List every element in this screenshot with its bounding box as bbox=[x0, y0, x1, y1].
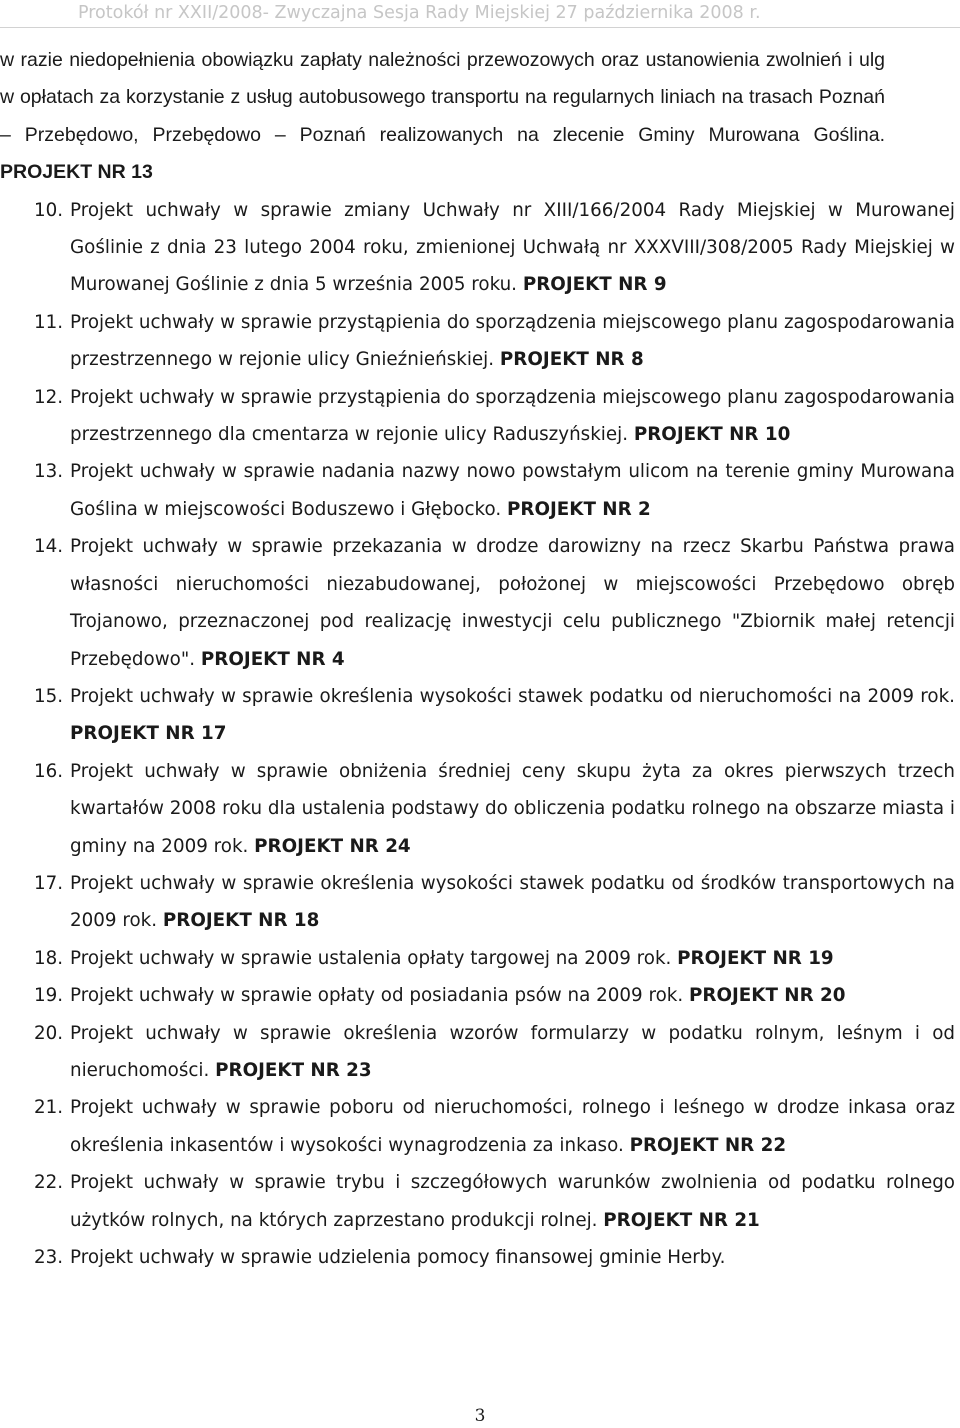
agenda-item bbox=[34, 1015, 955, 1090]
agenda-item bbox=[34, 865, 955, 940]
agenda-item bbox=[34, 192, 955, 304]
item-project-label: PROJEKT NR 24 bbox=[254, 835, 411, 857]
item-project-label: PROJEKT NR 17 bbox=[70, 723, 227, 745]
header-title: Protokół nr XXII/2008- Zwyczajna Sesja Rady Miejskiej 27 października 2008 r. bbox=[78, 3, 761, 23]
item-number: 10. bbox=[34, 199, 64, 221]
agenda-item bbox=[34, 977, 955, 1014]
item-number: 11. bbox=[34, 311, 64, 333]
item-number: 12. bbox=[34, 386, 64, 408]
item-project-label: PROJEKT NR 21 bbox=[603, 1209, 760, 1231]
agenda-item bbox=[34, 1089, 955, 1164]
item-number: 13. bbox=[34, 461, 64, 483]
item-number: 19. bbox=[34, 985, 64, 1007]
item-text: Projekt uchwały w sprawie trybu i szczegółowych warunków zwolnienia od podatku rolnego użytków rolnych, na których zaprzestano produkcji rolnej. bbox=[70, 1172, 955, 1231]
item-text: Projekt uchwały w sprawie opłaty od posiadania psów na 2009 rok. bbox=[70, 985, 684, 1007]
item-text: Projekt uchwały w sprawie przystąpienia do sporządzenia miejscowego planu zagospodarowania przestrzennego dla cmentarza w rejonie ulicy Raduszyńskiej. bbox=[70, 386, 955, 446]
agenda-item bbox=[34, 678, 955, 753]
agenda-item bbox=[34, 304, 955, 379]
item-project-label: PROJEKT NR 23 bbox=[215, 1059, 372, 1081]
item-text: Projekt uchwały w sprawie udzielenia pomocy finansowej gminie Herby. bbox=[70, 1247, 726, 1268]
item-project-label: PROJEKT NR 8 bbox=[499, 349, 644, 371]
intro-text: w razie niedopełnienia obowiązku zapłaty należności przewozowych oraz ustanowienia zwolnień i ulg w opłatach za korzystanie z usług autobusowego transportu na regularnych liniach na trasach Poznań – Przebędowo, Przebędowo – Poznań realizowanych na zlecenie Gminy Murowana Goślina. bbox=[0, 49, 885, 146]
item-text: Projekt uchwały w sprawie przystąpienia do sporządzenia miejscowego planu zagospodarowania przestrzennego w rejonie ulicy Gnieźnieńskiej. bbox=[70, 311, 955, 371]
item-project-label: PROJEKT NR 2 bbox=[506, 498, 651, 520]
item-text: Projekt uchwały w sprawie zmiany Uchwały nr XIII/166/2004 Rady Miejskiej w Murowanej Goślinie z dnia 23 lutego 2004 roku, zmienionej Uchwałą nr XXXVIII/308/2005 Rady Miejskiej w Murowanej Goślinie z dnia 5 września 2005 roku. bbox=[70, 199, 955, 296]
agenda-item bbox=[34, 753, 955, 865]
item-text: Projekt uchwały w sprawie ustalenia opłaty targowej na 2009 rok. bbox=[70, 947, 672, 969]
item-project-label: PROJEKT NR 9 bbox=[522, 274, 667, 296]
running-header bbox=[0, 0, 960, 28]
item-number: 16. bbox=[34, 760, 64, 782]
agenda-item bbox=[34, 379, 955, 454]
agenda-list bbox=[0, 192, 960, 1277]
item-text: Projekt uchwały w sprawie przekazania w drodze darowizny na rzecz Skarbu Państwa prawa własności nieruchomości niezabudowanej, położonej w miejscowości Przebędowo obręb Trojanowo, przeznaczonej pod realizację inwestycji celu publicznego "Zbiornik małej retencji Przebędowo". bbox=[70, 536, 955, 670]
item-text: Projekt uchwały w sprawie obniżenia średniej ceny skupu żyta za okres pierwszych trzech kwartałów 2008 roku dla ustalenia podstawy do obliczenia podatku rolnego na obszarze miasta i gminy na 2009 rok. bbox=[70, 760, 955, 857]
header-divider bbox=[0, 27, 960, 28]
agenda-item bbox=[34, 1239, 955, 1276]
item-number: 23. bbox=[34, 1247, 64, 1268]
item-text: Projekt uchwały w sprawie nadania nazwy nowo powstałym ulicom na terenie gminy Murowana Goślina w miejscowości Boduszewo i Głębocko. bbox=[70, 461, 955, 520]
agenda-item bbox=[34, 453, 955, 528]
item-number: 15. bbox=[34, 685, 64, 707]
item-number: 14. bbox=[34, 536, 64, 558]
item-number: 22. bbox=[34, 1172, 64, 1194]
item-number: 20. bbox=[34, 1022, 64, 1044]
item-text: Projekt uchwały w sprawie określenia wysokości stawek podatku od nieruchomości na 2009 rok. bbox=[70, 685, 955, 707]
agenda-item bbox=[34, 528, 955, 678]
item-project-label: PROJEKT NR 22 bbox=[629, 1134, 787, 1156]
item-text: Projekt uchwały w sprawie określenia wysokości stawek podatku od środków transportowych na 2009 rok. bbox=[70, 872, 955, 932]
page-number: 3 bbox=[474, 1406, 486, 1426]
intro-paragraph bbox=[0, 42, 885, 192]
agenda-item bbox=[34, 940, 955, 977]
item-project-label: PROJEKT NR 4 bbox=[200, 648, 345, 670]
item-number: 21. bbox=[34, 1097, 64, 1119]
document-body bbox=[0, 42, 960, 1276]
item-number: 18. bbox=[34, 947, 64, 969]
item-text: Projekt uchwały w sprawie poboru od nieruchomości, rolnego i leśnego w drodze inkasa oraz określenia inkasentów i wysokości wynagrodzenia za inkaso. bbox=[70, 1097, 955, 1156]
item-project-label: PROJEKT NR 19 bbox=[677, 947, 834, 969]
item-project-label: PROJEKT NR 10 bbox=[633, 424, 791, 446]
item-number: 17. bbox=[34, 872, 64, 894]
item-text: Projekt uchwały w sprawie określenia wzorów formularzy w podatku rolnym, leśnym i od nieruchomości. bbox=[70, 1022, 955, 1081]
item-project-label: PROJEKT NR 20 bbox=[688, 985, 846, 1007]
intro-project-label: PROJEKT NR 13 bbox=[0, 161, 153, 184]
agenda-item bbox=[34, 1164, 955, 1239]
item-project-label: PROJEKT NR 18 bbox=[162, 910, 320, 932]
